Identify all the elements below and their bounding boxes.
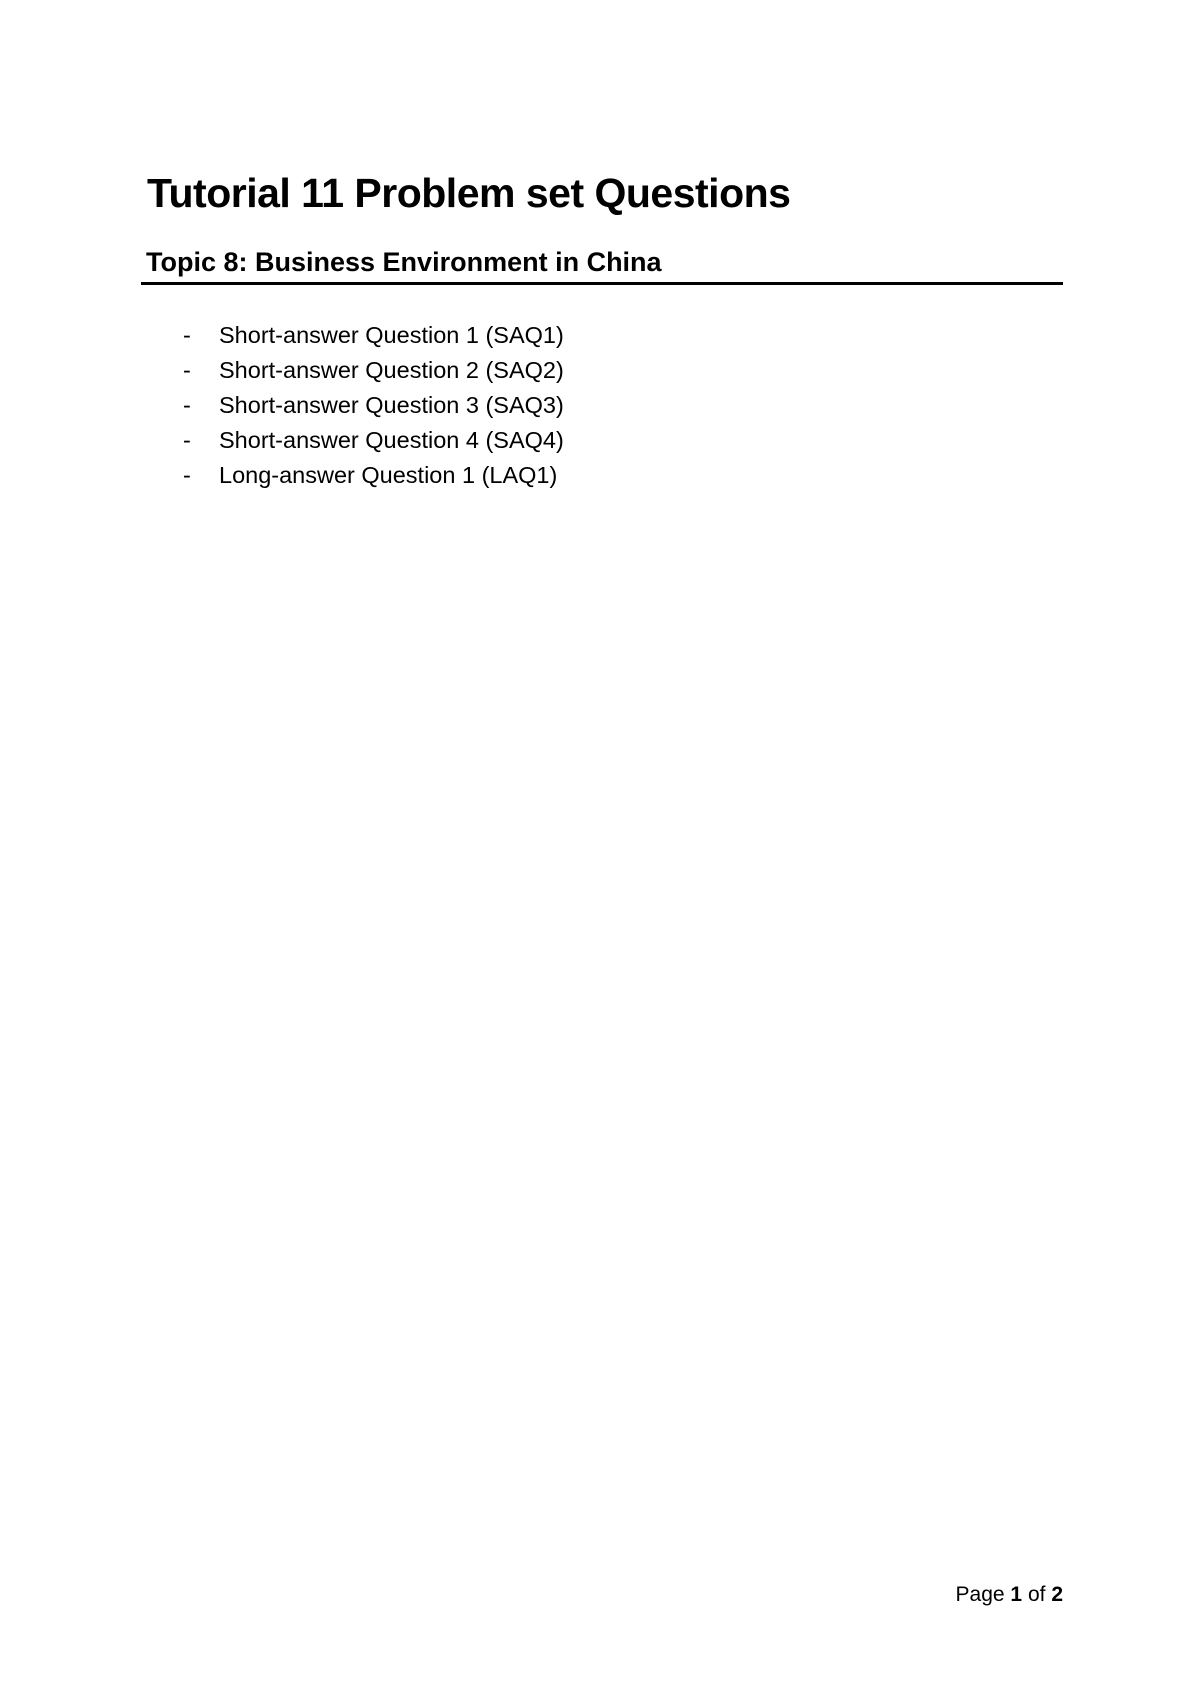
list-marker: - xyxy=(183,427,191,453)
list-item xyxy=(183,357,564,392)
question-label: Short-answer Question 2 (SAQ2) xyxy=(219,357,564,383)
current-page-number: 1 xyxy=(1010,1583,1023,1606)
list-item xyxy=(183,392,564,427)
question-label: Long-answer Question 1 (LAQ1) xyxy=(219,462,558,488)
list-marker: - xyxy=(183,322,191,348)
question-label: Short-answer Question 4 (SAQ4) xyxy=(219,427,564,453)
question-list xyxy=(183,322,564,497)
list-item xyxy=(183,462,564,497)
list-item xyxy=(183,322,564,357)
page-word: Page xyxy=(955,1583,1005,1606)
document-title: Tutorial 11 Problem set Questions xyxy=(147,170,791,216)
list-marker: - xyxy=(183,357,191,383)
list-item xyxy=(183,427,564,462)
list-marker: - xyxy=(183,392,191,418)
total-page-number: 2 xyxy=(1051,1583,1063,1606)
page-number-footer xyxy=(956,1583,1063,1607)
heading-underline xyxy=(141,282,1063,285)
of-word: of xyxy=(1027,1583,1046,1606)
topic-heading: Topic 8: Business Environment in China xyxy=(146,247,662,277)
question-label: Short-answer Question 1 (SAQ1) xyxy=(219,322,564,348)
list-marker: - xyxy=(183,462,191,488)
question-label: Short-answer Question 3 (SAQ3) xyxy=(219,392,564,418)
